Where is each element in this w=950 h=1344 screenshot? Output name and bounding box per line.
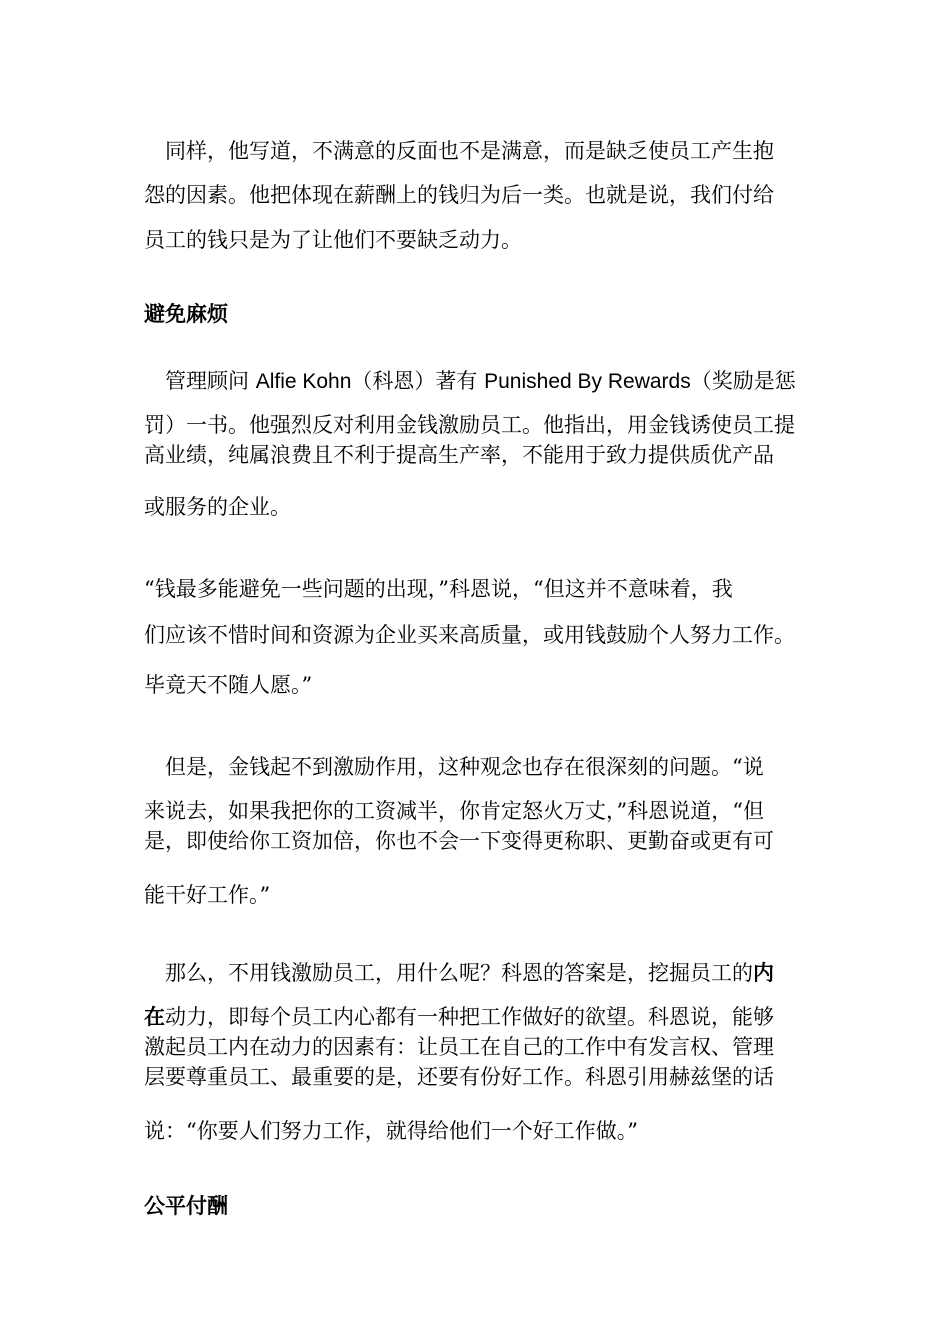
text-line: 能干好工作。” — [144, 883, 271, 907]
section-heading-fair-pay: 公平付酬 — [144, 1194, 228, 1218]
emphasis-text: 在 — [144, 1004, 165, 1029]
paragraph-intrinsic-motivation — [144, 958, 816, 1146]
paragraph-money-quote — [144, 574, 816, 700]
section-heading-avoid-trouble: 避免麻烦 — [144, 302, 228, 326]
text-line: 员工的钱只是为了让他们不要缺乏动力。 — [144, 228, 522, 252]
text-line: 激起员工内在动力的因素有：让员工在自己的工作中有发言权、管理 — [144, 1035, 774, 1059]
text-segment: 那么，不用钱激励员工，用什么呢？科恩的答案是，挖掘员工的 — [144, 961, 753, 985]
text-segment: （科恩）著有 — [351, 369, 485, 393]
text-line: 层要尊重员工、最重要的是，还要有份好工作。科恩引用赫兹堡的话 — [144, 1065, 774, 1089]
author-name: Alfie Kohn — [255, 370, 352, 393]
text-segment: 管理顾问 — [144, 369, 256, 393]
paragraph-salary — [144, 752, 816, 910]
text-line: 高业绩，纯属浪费且不利于提高生产率，不能用于致力提供质优产品 — [144, 443, 774, 467]
text-line: 罚）一书。他强烈反对利用金钱激励员工。他指出，用金钱诱使员工提 — [144, 413, 795, 437]
text-line: 是，即使给你工资加倍，你也不会一下变得更称职、更勤奋或更有可 — [144, 829, 774, 853]
text-line — [144, 1002, 816, 1032]
text-line: 或服务的企业。 — [144, 495, 291, 519]
text-line: 但是，金钱起不到激励作用，这种观念也存在很深刻的问题。“说 — [144, 755, 764, 779]
text-line — [144, 366, 816, 396]
text-line: 来说去，如果我把你的工资减半，你肯定怒火万丈，”科恩说道，“但 — [144, 799, 764, 823]
text-line: 说：“你要人们努力工作，就得给他们一个好工作做。” — [144, 1119, 638, 1143]
text-line: 怨的因素。他把体现在薪酬上的钱归为后一类。也就是说，我们付给 — [144, 183, 774, 207]
text-line: 们应该不惜时间和资源为企业买来高质量，或用钱鼓励个人努力工作。 — [144, 623, 795, 647]
paragraph-kohn-book — [144, 366, 816, 522]
text-segment: 动力，即每个员工内心都有一种把工作做好的欲望。科恩说，能够 — [165, 1005, 774, 1029]
text-segment: （奖励是惩 — [690, 369, 796, 393]
text-line: “钱最多能避免一些问题的出现，”科恩说，“但这并不意味着，我 — [144, 577, 733, 601]
book-title: Punished By Rewards — [484, 370, 691, 393]
paragraph-dissatisfaction — [144, 136, 816, 255]
text-line: 同样，他写道，不满意的反面也不是满意，而是缺乏使员工产生抱 — [144, 139, 774, 163]
text-line: 毕竟天不随人愿。” — [144, 673, 313, 697]
emphasis-text: 内 — [753, 960, 774, 985]
text-line — [144, 958, 816, 988]
